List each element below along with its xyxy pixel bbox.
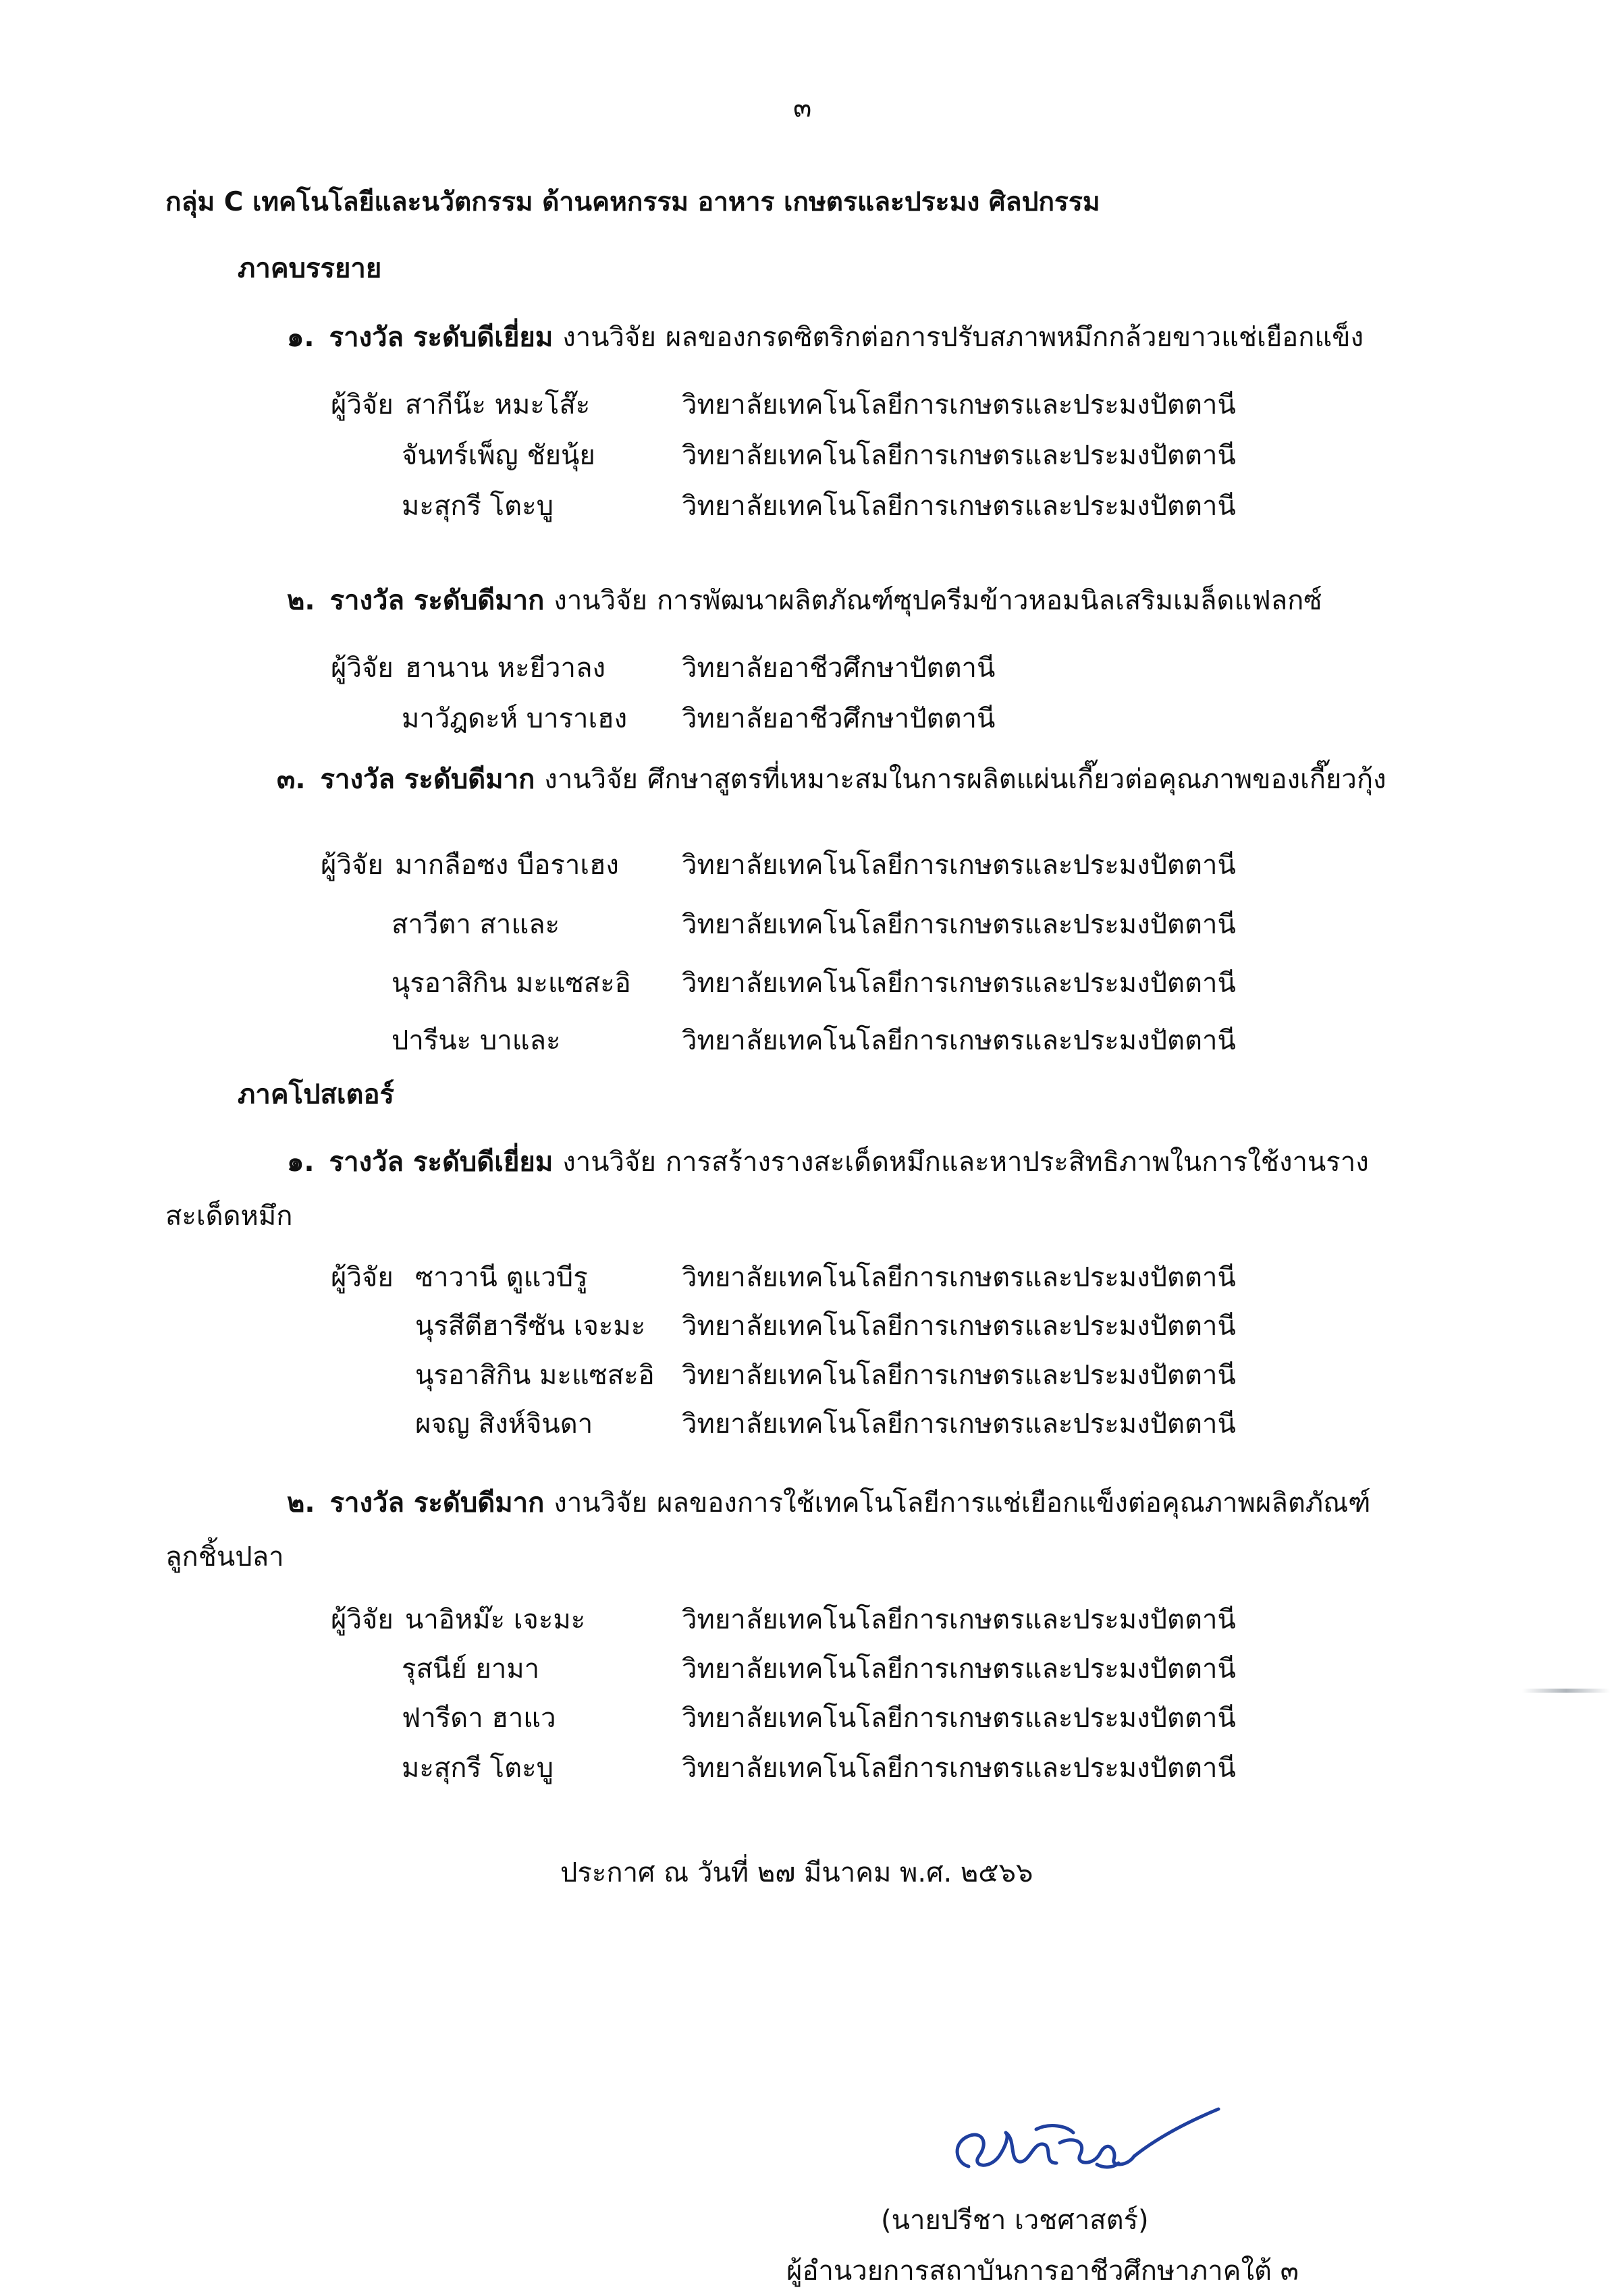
researcher-name: ฟารีดา ฮาแว	[402, 1703, 556, 1734]
researcher-institution: วิทยาลัยเทคโนโลยีการเกษตรและประมงปัตตานี	[682, 1753, 1236, 1784]
research-title: ศึกษาสูตรที่เหมาะสมในการผลิตแผ่นเกี๊ยวต่อคุณภาพของเกี๊ยวกุ้ง	[647, 764, 1386, 795]
award-heading	[287, 1149, 1369, 1176]
award-number: ๒.	[287, 1487, 315, 1519]
researcher-prefix: ผู้วิจัย	[331, 653, 394, 684]
award-label: รางวัล ระดับดีเยี่ยม	[329, 322, 554, 353]
signatory-name: (นายปรีชา เวชศาสตร์)	[881, 2205, 1149, 2236]
researcher-institution: วิทยาลัยเทคโนโลยีการเกษตรและประมงปัตตานี	[682, 1653, 1236, 1685]
research-title: การสร้างรางสะเด็ดหมึกและหาประสิทธิภาพในการใช้งานราง	[665, 1147, 1369, 1178]
research-label: งานวิจัย	[554, 585, 647, 616]
researcher-institution: วิทยาลัยเทคโนโลยีการเกษตรและประมงปัตตานี	[682, 1360, 1236, 1391]
researcher-name: มะสุกรี โตะบู	[402, 1753, 554, 1784]
award-number: ๑.	[287, 322, 315, 353]
researcher-name: รุสนีย์ ยามา	[402, 1653, 540, 1685]
researcher-name: สาวีตา สาและ	[392, 909, 560, 940]
research-label: งานวิจัย	[554, 1487, 647, 1519]
research-label: งานวิจัย	[562, 1147, 656, 1178]
researcher-prefix: ผู้วิจัย	[331, 1262, 394, 1293]
researcher-institution: วิทยาลัยอาชีวศึกษาปัตตานี	[682, 653, 996, 684]
award-number: ๓.	[277, 764, 306, 795]
researcher-name: ซาวานี ตูแวบีรู	[415, 1262, 588, 1293]
award-number: ๒.	[287, 585, 315, 616]
researcher-name: ฮานาน หะยีวาลง	[405, 653, 605, 684]
announcement-date: ประกาศ ณ วันที่ ๒๗ มีนาคม พ.ศ. ๒๕๖๖	[560, 1857, 1033, 1888]
researcher-institution: วิทยาลัยเทคโนโลยีการเกษตรและประมงปัตตานี	[682, 1262, 1236, 1293]
researcher-name: นาอิหม๊ะ เจะมะ	[405, 1604, 586, 1635]
award-label: รางวัล ระดับดีมาก	[329, 585, 545, 616]
researcher-name: นุรสีตีฮารีซัน เจะมะ	[415, 1311, 646, 1342]
researcher-institution: วิทยาลัยเทคโนโลยีการเกษตรและประมงปัตตานี	[682, 440, 1236, 471]
researcher-institution: วิทยาลัยอาชีวศึกษาปัตตานี	[682, 703, 996, 734]
research-title: การพัฒนาผลิตภัณฑ์ซุปครีมข้าวหอมนิลเสริมเมล็ดแฟลกซ์	[656, 585, 1322, 616]
researcher-prefix: ผู้วิจัย	[331, 389, 394, 420]
researcher-name: นุรอาสิกิน มะแซสะอิ	[415, 1360, 655, 1391]
award-number: ๑.	[287, 1147, 315, 1178]
researcher-institution: วิทยาลัยเทคโนโลยีการเกษตรและประมงปัตตานี	[682, 1311, 1236, 1342]
researcher-name: มาวัฎดะห์ บาราเฮง	[402, 703, 628, 734]
researcher-institution: วิทยาลัยเทคโนโลยีการเกษตรและประมงปัตตานี	[682, 1409, 1236, 1440]
researcher-name: ผจญ สิงห์จินดา	[415, 1409, 593, 1440]
researcher-institution: วิทยาลัยเทคโนโลยีการเกษตรและประมงปัตตานี	[682, 1604, 1236, 1635]
researcher-institution: วิทยาลัยเทคโนโลยีการเกษตรและประมงปัตตานี	[682, 491, 1236, 522]
research-label: งานวิจัย	[544, 764, 638, 795]
researcher-institution: วิทยาลัยเทคโนโลยีการเกษตรและประมงปัตตานี	[682, 389, 1236, 420]
award-heading	[287, 324, 1364, 351]
section-title-poster: ภาคโปสเตอร์	[238, 1079, 395, 1110]
researcher-prefix: ผู้วิจัย	[331, 1604, 394, 1635]
researcher-name: มากลือซง บือราเฮง	[395, 850, 619, 881]
research-title-continued: ลูกชิ้นปลา	[165, 1541, 284, 1573]
researcher-institution: วิทยาลัยเทคโนโลยีการเกษตรและประมงปัตตานี	[682, 1025, 1236, 1056]
researcher-name: ปารีนะ บาและ	[392, 1025, 561, 1056]
scan-mark	[1522, 1689, 1610, 1693]
researcher-prefix: ผู้วิจัย	[321, 850, 383, 881]
section-title-lecture: ภาคบรรยาย	[238, 253, 382, 284]
award-label: รางวัล ระดับดีมาก	[320, 764, 535, 795]
researcher-institution: วิทยาลัยเทคโนโลยีการเกษตรและประมงปัตตานี	[682, 968, 1236, 999]
researcher-name: จันทร์เพ็ญ ชัยนุ้ย	[402, 440, 595, 471]
award-label: รางวัล ระดับดีเยี่ยม	[329, 1147, 554, 1178]
researcher-institution: วิทยาลัยเทคโนโลยีการเกษตรและประมงปัตตานี	[682, 1703, 1236, 1734]
award-heading	[277, 766, 1386, 793]
award-label: รางวัล ระดับดีมาก	[329, 1487, 545, 1519]
research-title: ผลของกรดซิตริกต่อการปรับสภาพหมึกกล้วยขาวแช่เยือกแข็ง	[665, 322, 1364, 353]
group-heading: กลุ่ม C เทคโนโลยีและนวัตกรรม ด้านคหกรรม อาหาร เกษตรและประมง ศิลปกรรม	[165, 187, 1100, 217]
researcher-name: สากีน๊ะ หมะโส๊ะ	[405, 389, 591, 420]
researcher-name: มะสุกรี โตะบู	[402, 491, 554, 522]
researcher-institution: วิทยาลัยเทคโนโลยีการเกษตรและประมงปัตตานี	[682, 909, 1236, 940]
signature	[942, 2102, 1225, 2193]
research-label: งานวิจัย	[562, 322, 656, 353]
award-heading	[287, 587, 1322, 614]
researcher-name: นุรอาสิกิน มะแซสะอิ	[392, 968, 631, 999]
research-title: ผลของการใช้เทคโนโลยีการแช่เยือกแข็งต่อคุณภาพผลิตภัณฑ์	[656, 1487, 1371, 1519]
page-number: ๓	[793, 92, 812, 124]
research-title-continued: สะเด็ดหมึก	[165, 1201, 293, 1232]
signatory-position: ผู้อำนวยการสถาบันการอาชีวศึกษาภาคใต้ ๓	[786, 2256, 1299, 2287]
researcher-institution: วิทยาลัยเทคโนโลยีการเกษตรและประมงปัตตานี	[682, 850, 1236, 881]
award-heading	[287, 1487, 1371, 1519]
